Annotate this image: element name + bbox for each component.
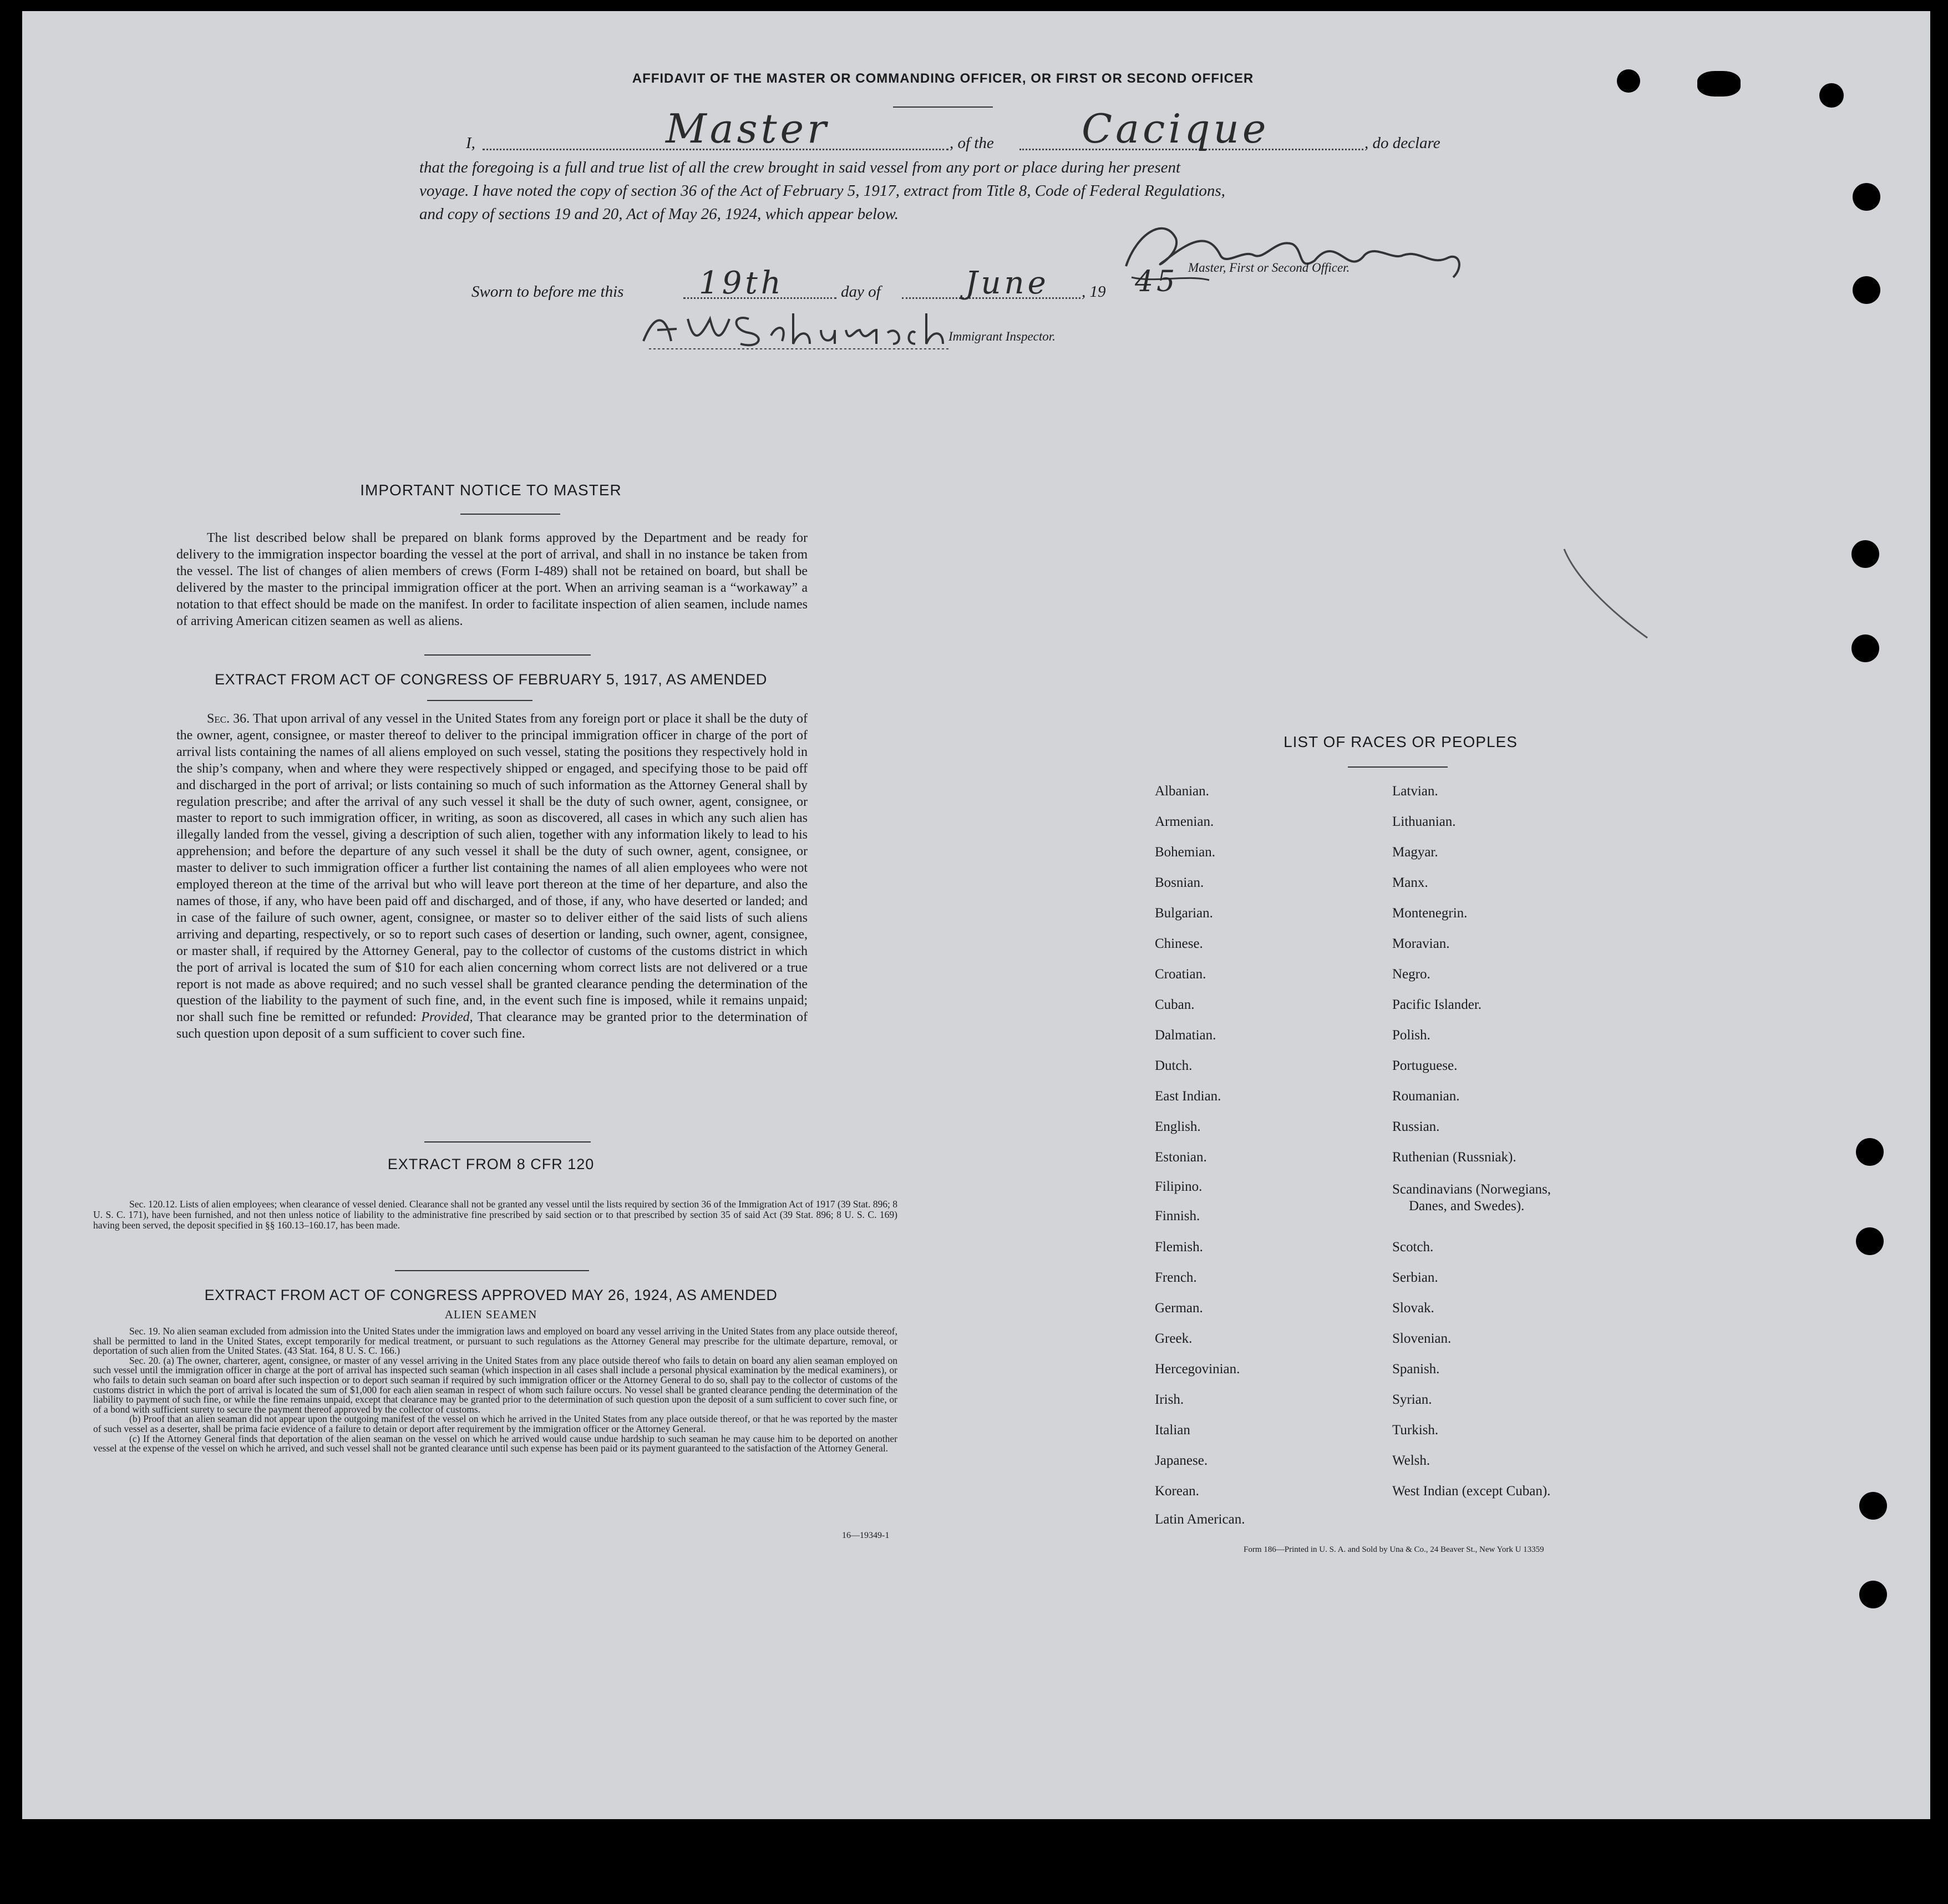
extract-1924-body: [93, 1327, 897, 1454]
race-item: Scandinavians (Norwegians,: [1392, 1182, 1551, 1197]
notice-body: The list described below shall be prepared on blank forms approved by the Department and be ready for delivery to the immigration inspector boarding the vessel at the port of arrival, and shall in no instance be taken from the vessel. The list of changes of alien members of crews (Form I-489) shall not be retained on board, but shall be delivered by the master to the principal immigration officer at the port. When an arriving seaman is a “workaway” a notation to that effect should be made on the manifest. In order to facilitate inspection of alien seamen, include names of arriving American citizen seamen as well as aliens.: [176, 531, 808, 628]
punch-hole: [1851, 634, 1879, 662]
race-item: Flemish.: [1155, 1240, 1203, 1255]
affidavit-line-4: and copy of sections 19 and 20, Act of May 26, 1924, which appear below.: [419, 205, 899, 223]
handwritten-month: June: [965, 265, 1049, 301]
race-item: Welsh.: [1392, 1453, 1430, 1468]
punch-hole: [1853, 183, 1880, 211]
race-item: Korean.: [1155, 1484, 1199, 1499]
section-number: Sec. 36.: [207, 712, 250, 726]
race-item: Irish.: [1155, 1392, 1184, 1407]
race-item: German.: [1155, 1301, 1203, 1316]
divider: [424, 1141, 591, 1143]
affidavit-title: AFFIDAVIT OF THE MASTER OR COMMANDING OFFICER, OR FIRST OR SECOND OFFICER: [632, 71, 1254, 86]
races-title: LIST OF RACES OR PEOPLES: [1284, 733, 1518, 750]
cfr-title: EXTRACT FROM 8 CFR 120: [387, 1156, 595, 1172]
affidavit-do-declare: , do declare: [1364, 134, 1440, 152]
handwritten-year: 45: [1135, 265, 1179, 298]
race-item: Bulgarian.: [1155, 906, 1213, 921]
race-item: Croatian.: [1155, 967, 1206, 982]
divider: [395, 1270, 589, 1271]
race-item: Slovak.: [1392, 1301, 1434, 1316]
sworn-year-prefix: , 19: [1082, 283, 1106, 301]
race-item: Chinese.: [1155, 936, 1203, 951]
race-item: Spanish.: [1392, 1362, 1440, 1377]
notice-title: IMPORTANT NOTICE TO MASTER: [360, 481, 622, 499]
pencil-mark: [1553, 544, 1664, 643]
race-item: Albanian.: [1155, 784, 1209, 799]
divider: [1348, 766, 1448, 768]
race-item: Latvian.: [1392, 784, 1438, 799]
race-item: Montenegrin.: [1392, 906, 1468, 921]
race-item: Moravian.: [1392, 936, 1450, 951]
punch-hole: [1851, 540, 1879, 568]
race-item: Lithuanian.: [1392, 814, 1456, 829]
divider: [424, 654, 591, 656]
sworn-prefix: Sworn to before me this: [471, 283, 624, 301]
section-tail: That clearance may be granted prior to the determination of such question upon deposit of a sum sufficient to cover such fine.: [176, 1010, 808, 1042]
punch-hole: [1617, 69, 1640, 93]
printer-footer: Form 186—Printed in U. S. A. and Sold by Una & Co., 24 Beaver St., New York U 13359: [1244, 1545, 1544, 1554]
punch-hole: [1859, 1581, 1887, 1608]
inspector-signature: [638, 302, 954, 352]
punch-hole: [1853, 276, 1880, 304]
sec-20b: (b) Proof that an alien seaman did not appear upon the outgoing manifest of the vessel on which he arrived in the United States from any place outside thereof, or that he was reported by the master of such vessel as a deserter, shall be prima facie evidence of a failure to detain or deport after requirement by the immigration officer or the Attorney General.: [93, 1413, 897, 1434]
race-item: Greek.: [1155, 1331, 1193, 1346]
affidavit-line-2: that the foregoing is a full and true list of all the crew brought in said vessel from any port or place during her present: [419, 159, 1181, 176]
race-item: English.: [1155, 1119, 1201, 1134]
race-item: Filipino.: [1155, 1179, 1203, 1194]
race-item: French.: [1155, 1270, 1197, 1285]
punch-hole: [1856, 1227, 1884, 1255]
race-item: Manx.: [1392, 875, 1428, 890]
sworn-day-of: day of: [841, 283, 881, 301]
race-item: Armenian.: [1155, 814, 1214, 829]
race-item: Danes, and Swedes).: [1409, 1199, 1525, 1214]
race-item: Pacific Islander.: [1392, 997, 1482, 1012]
race-item: Dalmatian.: [1155, 1028, 1216, 1043]
affidavit-i: I,: [466, 134, 475, 152]
provided-text: Provided,: [421, 1010, 473, 1025]
cfr-body: Sec. 120.12. Lists of alien employees; when clearance of vessel denied. Clearance shall not be granted any vessel until the lists required by section 36 of the Immigration Act of 1917 (39 Stat. 896; 8 U. S. C. 171), have been furnished, and not then unless notice of liability to the administrative fine prescribed by said section or to that prescribed by section 35 of said Act (39 Stat. 896; 8 U. S. C. 169) having been served, the deposit specified in §§ 160.13–160.17, has been made.: [93, 1199, 897, 1231]
race-item: Italian: [1155, 1423, 1190, 1438]
punch-hole: [1697, 71, 1741, 97]
alien-seamen-subtitle: ALIEN SEAMEN: [444, 1308, 537, 1321]
race-item: East Indian.: [1155, 1089, 1221, 1104]
sec-20a: Sec. 20. (a) The owner, charterer, agent, consignee, or master of any vessel arriving in the United States from any place outside thereof who fails to detain on board any alien seaman employed on such vessel until the immigration officer in charge at the port of arrival has inspected such seaman (which inspection in all cases shall include a personal physical examination by the medical examiners), or who fails to detain such seaman on board after such inspection or to deport such seaman if required by such immigration officer or the Attorney General to do so, shall pay to the collector of customs of the customs district in which the port of arrival is located the sum of $1,000 for each alien seaman in respect of whom such failure occurs. No vessel shall be granted clearance pending the determination of the liability to payment of such fine, or while the fine remains unpaid, except that clearance may be granted prior to the determination of such question upon the deposit of a sum sufficient to cover such fine, or of a bond with sufficient surety to secure the payment thereof approved by the collector of customs.: [93, 1354, 897, 1415]
handwritten-day: 19th: [699, 265, 784, 301]
divider: [893, 106, 993, 108]
section-text: That upon arrival of any vessel in the United States from any foreign port or place it shall be the duty of the owner, agent, consignee, or master thereof to deliver to the principal immigration officer in charge of the port of arrival lists containing the names of all aliens employed on such vessel, stating the positions they respectively hold in the ship’s company, when and where they were respectively shipped or engaged, and specifying those to be paid off and discharged in the port of arrival; or lists containing so much of such information as the Attorney General shall by regulation prescribe; and after the arrival of any such vessel it shall be the duty of such owner, agent, consignee, or master to report to such immigration officer, in writing, as soon as discovered, all cases in which any such alien has illegally landed from the vessel, giving a description of such alien, together with any information likely to lead to his apprehension; and before the departure of any such vessel it shall be the duty of such owner, agent, consignee, or master to deliver to such immigration officer a further list containing the names of all alien employees who were not employed thereon at the time of the arrival but who will leave port thereon at the time of her departure, and also the names of those, if any, who have been paid off and discharged, and of those, if any, who have deserted or landed; and in case of the failure of such owner, agent, consignee, or master so to deliver either of the said lists of such aliens arriving and departing, respectively, or so to report such cases of desertion or landing, such owner, agent, consignee, or master shall, if required by the Attorney General, pay to the collector of customs of the customs district in which the port of arrival is located the sum of $10 for each alien concerning whom correct lists are not delivered or a true report is not made as above required; and no such vessel shall be granted clearance pending the determination of the question of the liability to the payment of such fine, and, in the event such fine is imposed, while it remains unpaid; nor shall such fine be remitted or refunded:: [176, 712, 808, 1025]
sec-20c: (c) If the Attorney General finds that deportation of the alien seaman on the vessel on which he arrived would cause undue hardship to such seaman he may cause him to be deported on another vessel at the expense of the vessel on which he arrived, and such vessel shall not be granted clearance until such expense has been paid or its payment guaranteed to the satisfaction of the Attorney General.: [93, 1433, 897, 1454]
race-item: Estonian.: [1155, 1150, 1207, 1165]
race-item: Finnish.: [1155, 1209, 1200, 1223]
extract-1917-body: [176, 711, 808, 1043]
race-item: West Indian (except Cuban).: [1392, 1484, 1551, 1499]
race-item: Ruthenian (Russniak).: [1392, 1150, 1516, 1165]
race-item: Japanese.: [1155, 1453, 1208, 1468]
inspector-caption: Immigrant Inspector.: [948, 329, 1056, 343]
race-item: Bohemian.: [1155, 845, 1216, 860]
handwritten-master: Master: [666, 105, 830, 152]
punch-hole: [1859, 1492, 1887, 1520]
race-item: Portuguese.: [1392, 1058, 1458, 1073]
sec-19: Sec. 19. No alien seaman excluded from admission into the United States under the immigration laws and employed on board any vessel arriving in the United States from any place outside thereof, shall be permitted to land in the United States, except temporarily for medical treatment, or pursuant to such regulations as the Attorney General may prescribe for the ultimate departure, removal, or deportation of such alien from the United States. (43 Stat. 164, 8 U. S. C. 166.): [93, 1326, 897, 1357]
race-item: Syrian.: [1392, 1392, 1432, 1407]
race-item: Hercegovinian.: [1155, 1362, 1240, 1377]
extract-1924-title: EXTRACT FROM ACT OF CONGRESS APPROVED MAY 26, 1924, AS AMENDED: [204, 1287, 778, 1303]
affidavit-line-3: voyage. I have noted the copy of section 36 of the Act of February 5, 1917, extract from Title 8, Code of Federal Regulations,: [419, 182, 1225, 200]
race-item: Scotch.: [1392, 1240, 1434, 1255]
race-item: Magyar.: [1392, 845, 1438, 860]
divider: [427, 700, 532, 701]
punch-hole: [1819, 83, 1844, 108]
signature-caption: Master, First or Second Officer.: [1188, 261, 1350, 275]
form-code: 16—19349-1: [842, 1531, 890, 1540]
race-item: Slovenian.: [1392, 1331, 1452, 1346]
race-item: Bosnian.: [1155, 875, 1204, 890]
race-item: Polish.: [1392, 1028, 1430, 1043]
race-item: Turkish.: [1392, 1423, 1439, 1438]
extract-1917-title: EXTRACT FROM ACT OF CONGRESS OF FEBRUARY 5, 1917, AS AMENDED: [215, 671, 767, 688]
affidavit-of-the: , of the: [950, 134, 994, 152]
race-item: Russian.: [1392, 1119, 1440, 1134]
race-item: Cuban.: [1155, 997, 1195, 1012]
punch-hole: [1856, 1138, 1884, 1166]
race-item: Roumanian.: [1392, 1089, 1460, 1104]
race-item: Latin American.: [1155, 1512, 1245, 1527]
handwritten-vessel: Cacique: [1082, 105, 1270, 152]
race-item: Serbian.: [1392, 1270, 1438, 1285]
divider: [460, 514, 560, 515]
race-item: Negro.: [1392, 967, 1430, 982]
race-item: Dutch.: [1155, 1058, 1193, 1073]
